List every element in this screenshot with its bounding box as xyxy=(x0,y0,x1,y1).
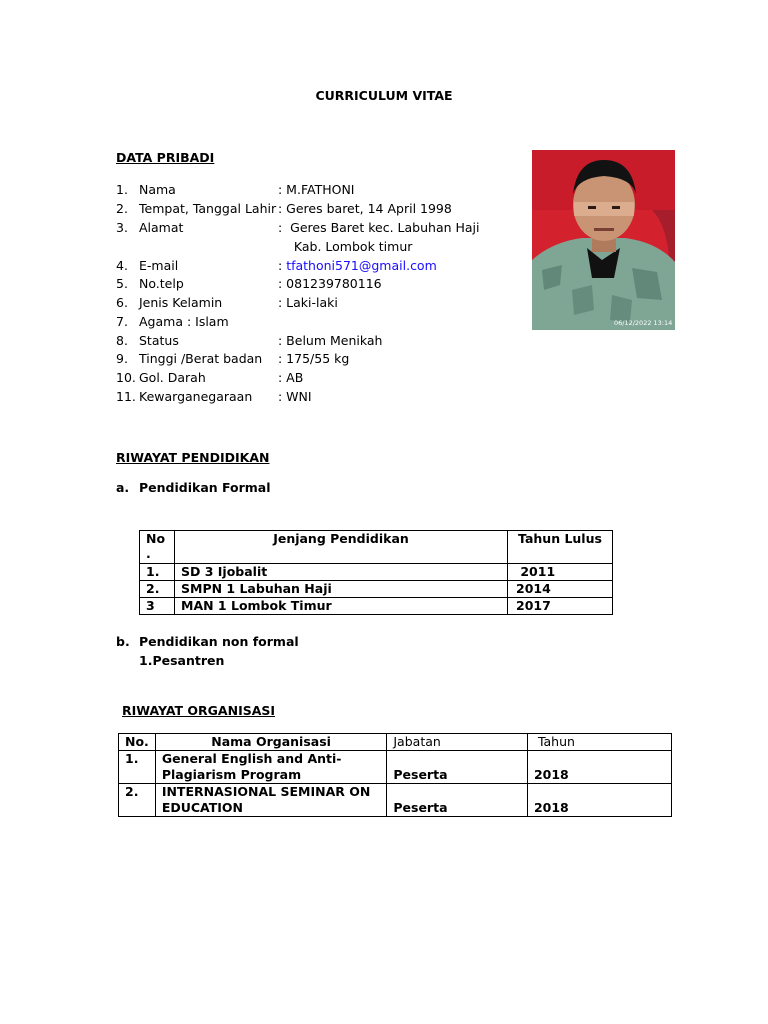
row-label: Nama xyxy=(139,182,176,197)
organization-row xyxy=(119,751,672,784)
cell-year: 2014 xyxy=(508,581,613,598)
row-number: 7. xyxy=(116,314,128,329)
cell-role: Peserta xyxy=(387,784,528,817)
portrait-image xyxy=(532,150,675,330)
cell-year: 2018 xyxy=(527,784,671,817)
cell-year: 2011 xyxy=(508,564,613,581)
row-number: 11. xyxy=(116,389,136,404)
col-header-jenjang: Jenjang Pendidikan xyxy=(175,531,508,564)
cell-no: 2. xyxy=(140,581,175,598)
cell-no: 3 xyxy=(140,598,175,615)
section-heading-education: RIWAYAT PENDIDIKAN xyxy=(116,450,270,465)
row-label: Agama : Islam xyxy=(139,314,229,329)
row-label: Jenis Kelamin xyxy=(139,295,223,310)
row-label: Kewarganegaraan xyxy=(139,389,253,404)
row-value: : WNI xyxy=(278,389,312,404)
row-label: E-mail xyxy=(139,258,179,273)
row-number: 10. xyxy=(116,370,136,385)
col-header-no: No. xyxy=(119,734,156,751)
organization-table-header xyxy=(119,734,672,751)
nonformal-item: 1.Pesantren xyxy=(139,653,225,668)
row-number: 1. xyxy=(116,182,128,197)
organization-table xyxy=(118,733,672,817)
formal-title: Pendidikan Formal xyxy=(139,480,271,495)
section-heading-organization: RIWAYAT ORGANISASI xyxy=(122,703,276,718)
nonformal-label: b. xyxy=(116,634,130,649)
row-value: : Geres Baret kec. Labuhan Haji xyxy=(278,220,480,235)
row-number: 9. xyxy=(116,351,128,366)
nonformal-title: Pendidikan non formal xyxy=(139,634,299,649)
row-label: Tempat, Tanggal Lahir xyxy=(139,201,277,216)
row-number: 2. xyxy=(116,201,128,216)
row-label: Status xyxy=(139,333,179,348)
row-value: : Geres baret, 14 April 1998 xyxy=(278,201,452,216)
education-row xyxy=(140,581,613,598)
cell-organization-name: INTERNASIONAL SEMINAR ON EDUCATION xyxy=(155,784,387,817)
education-table-header xyxy=(140,531,613,564)
row-value: : 081239780116 xyxy=(278,276,382,291)
col-header-tahun-lulus: Tahun Lulus xyxy=(508,531,613,564)
education-table xyxy=(139,530,613,615)
cell-school: SMPN 1 Labuhan Haji xyxy=(175,581,508,598)
cell-role: Peserta xyxy=(387,751,528,784)
row-value: : Laki-laki xyxy=(278,295,338,310)
col-header-no: No . xyxy=(140,531,175,564)
email-link[interactable]: tfathoni571@gmail.com xyxy=(286,258,437,273)
row-value: : 175/55 kg xyxy=(278,351,350,366)
row-value xyxy=(278,256,437,275)
row-label: Alamat xyxy=(139,220,184,235)
cell-no: 1. xyxy=(119,751,156,784)
row-number: 5. xyxy=(116,276,128,291)
row-number: 8. xyxy=(116,333,128,348)
row-label: No.telp xyxy=(139,276,184,291)
photo-timestamp: 06/12/2022 13:14 xyxy=(614,319,673,327)
document-title: CURRICULUM VITAE xyxy=(315,88,453,103)
row-value: : Belum Menikah xyxy=(278,333,383,348)
profile-photo xyxy=(532,150,675,330)
row-value-prefix: : xyxy=(278,258,287,273)
col-header-nama-organisasi: Nama Organisasi xyxy=(155,734,387,751)
row-label: Gol. Darah xyxy=(139,370,206,385)
cell-no: 2. xyxy=(119,784,156,817)
col-header-tahun: Tahun xyxy=(527,734,671,751)
row-value: : AB xyxy=(278,370,304,385)
row-number: 4. xyxy=(116,258,128,273)
formal-label: a. xyxy=(116,480,130,495)
cell-school: SD 3 Ijobalit xyxy=(175,564,508,581)
education-row xyxy=(140,598,613,615)
organization-row xyxy=(119,784,672,817)
education-row xyxy=(140,564,613,581)
cell-year: 2017 xyxy=(508,598,613,615)
row-number: 6. xyxy=(116,295,128,310)
cell-school: MAN 1 Lombok Timur xyxy=(175,598,508,615)
cell-organization-name: General English and Anti- Plagiarism Program xyxy=(155,751,387,784)
row-label: Tinggi /Berat badan xyxy=(139,351,263,366)
cell-no: 1. xyxy=(140,564,175,581)
row-value: Kab. Lombok timur xyxy=(278,239,413,254)
cell-year: 2018 xyxy=(527,751,671,784)
col-header-jabatan: Jabatan xyxy=(387,734,528,751)
section-heading-personal: DATA PRIBADI xyxy=(116,150,215,165)
row-number: 3. xyxy=(116,220,128,235)
row-value: : M.FATHONI xyxy=(278,182,355,197)
